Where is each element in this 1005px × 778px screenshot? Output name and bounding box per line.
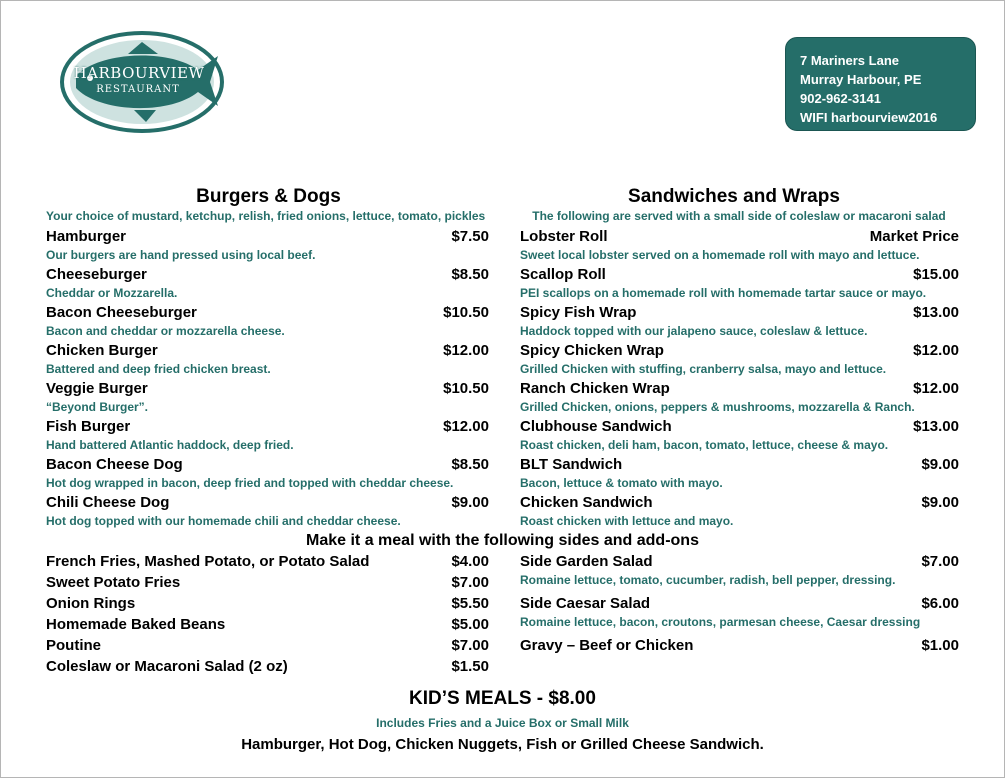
item-price: $9.00 (921, 456, 959, 473)
menu-item (46, 418, 489, 456)
item-description: Haddock topped with our jalapeno sauce, coleslaw & lettuce. (520, 324, 868, 338)
menu-item (520, 304, 959, 342)
item-price: $9.00 (921, 494, 959, 511)
item-description: Bacon and cheddar or mozzarella cheese. (46, 324, 285, 338)
menu-item (520, 494, 959, 532)
menu-item (520, 342, 959, 380)
item-name: Side Garden Salad (520, 553, 653, 570)
item-description: PEI scallops on a homemade roll with homemade tartar sauce or mayo. (520, 286, 927, 300)
item-name: Spicy Chicken Wrap (520, 342, 664, 359)
burgers-subtitle: Your choice of mustard, ketchup, relish, fried onions, lettuce, tomato, pickles (46, 209, 486, 223)
item-price: $7.00 (451, 574, 489, 591)
kids-meals-items: Hamburger, Hot Dog, Chicken Nuggets, Fish or Grilled Cheese Sandwich. (241, 736, 764, 753)
item-name: Homemade Baked Beans (46, 616, 226, 633)
item-description: Hot dog topped with our homemade chili and cheddar cheese. (46, 514, 401, 528)
item-price: $13.00 (913, 304, 959, 321)
item-name: Side Caesar Salad (520, 595, 651, 612)
item-name: French Fries, Mashed Potato, or Potato Salad (46, 553, 370, 570)
menu-item (520, 228, 959, 266)
item-price: $12.00 (443, 418, 489, 435)
menu-item (46, 494, 489, 532)
menu-item (520, 266, 959, 304)
item-description: Cheddar or Mozzarella. (46, 286, 178, 300)
menu-item (46, 595, 489, 616)
item-price: $13.00 (913, 418, 959, 435)
logo-text-line1: HARBOURVIEW (73, 64, 205, 82)
item-price: $5.00 (451, 616, 489, 633)
item-price: $1.00 (921, 637, 959, 654)
item-price: $7.00 (451, 637, 489, 654)
kids-meals-title: KID’S MEALS - $8.00 (409, 688, 596, 709)
item-name: Bacon Cheeseburger (46, 304, 197, 321)
item-name: Lobster Roll (520, 228, 608, 245)
item-description: “Beyond Burger”. (46, 400, 149, 414)
burgers-list (46, 228, 489, 532)
address-city: Murray Harbour, PE (800, 72, 922, 87)
item-name: Cheeseburger (46, 266, 147, 283)
item-description: Roast chicken, deli ham, bacon, tomato, lettuce, cheese & mayo. (520, 438, 889, 452)
item-name: Clubhouse Sandwich (520, 418, 672, 435)
menu-item (520, 418, 959, 456)
menu-item (520, 637, 959, 679)
item-price: $10.50 (443, 380, 489, 397)
menu-item (46, 553, 489, 574)
item-description: Hot dog wrapped in bacon, deep fried and topped with cheddar cheese. (46, 476, 454, 490)
item-name: Gravy – Beef or Chicken (520, 637, 694, 654)
menu-item (520, 380, 959, 418)
item-name: Bacon Cheese Dog (46, 456, 183, 473)
menu-item (520, 553, 959, 595)
item-description: Bacon, lettuce & tomato with mayo. (520, 476, 723, 490)
meal-sides-title: Make it a meal with the following sides and add-ons (306, 532, 699, 549)
item-name: Spicy Fish Wrap (520, 304, 637, 321)
sides-list-right (520, 553, 959, 679)
item-price: $6.00 (921, 595, 959, 612)
sandwiches-title: Sandwiches and Wraps (628, 186, 840, 207)
item-name: Veggie Burger (46, 380, 148, 397)
item-name: Sweet Potato Fries (46, 574, 181, 591)
item-name: Fish Burger (46, 418, 131, 435)
item-description: Our burgers are hand pressed using local beef. (46, 248, 316, 262)
item-price: $8.50 (451, 266, 489, 283)
item-description: Battered and deep fried chicken breast. (46, 362, 271, 376)
sandwiches-list (520, 228, 959, 532)
phone-number: 902-962-3141 (800, 91, 881, 106)
menu-item (46, 658, 489, 679)
item-description: Sweet local lobster served on a homemade roll with mayo and lettuce. (520, 248, 920, 262)
item-description: Grilled Chicken, onions, peppers & mushrooms, mozzarella & Ranch. (520, 400, 915, 414)
contact-info-box (785, 37, 976, 131)
item-price: $5.50 (451, 595, 489, 612)
item-price: Market Price (869, 228, 959, 245)
item-name: Onion Rings (46, 595, 136, 612)
item-description: Romaine lettuce, tomato, cucumber, radish, bell pepper, dressing. (520, 573, 896, 587)
item-name: BLT Sandwich (520, 456, 623, 473)
sandwiches-subtitle: The following are served with a small side of coleslaw or macaroni salad (532, 209, 946, 223)
item-name: Poutine (46, 637, 101, 654)
menu-item (46, 342, 489, 380)
item-description: Romaine lettuce, bacon, croutons, parmesan cheese, Caesar dressing (520, 615, 921, 629)
item-price: $9.00 (451, 494, 489, 511)
item-price: $4.00 (451, 553, 489, 570)
item-price: $12.00 (443, 342, 489, 359)
item-price: $7.50 (451, 228, 489, 245)
menu-item (46, 574, 489, 595)
item-name: Chicken Burger (46, 342, 158, 359)
item-price: $12.00 (913, 380, 959, 397)
item-name: Ranch Chicken Wrap (520, 380, 670, 397)
logo-text-line2: RESTAURANT (96, 84, 180, 95)
menu-item (46, 304, 489, 342)
burgers-title: Burgers & Dogs (196, 186, 341, 207)
item-price: $8.50 (451, 456, 489, 473)
kids-meals-subtitle: Includes Fries and a Juice Box or Small Milk (376, 716, 629, 730)
item-description: Hand battered Atlantic haddock, deep fried. (46, 438, 294, 452)
item-name: Chicken Sandwich (520, 494, 653, 511)
item-description: Grilled Chicken with stuffing, cranberry salsa, mayo and lettuce. (520, 362, 887, 376)
address-street: 7 Mariners Lane (800, 53, 899, 68)
menu-item (520, 456, 959, 494)
item-name: Chili Cheese Dog (46, 494, 170, 511)
item-description: Roast chicken with lettuce and mayo. (520, 514, 734, 528)
menu-item (46, 380, 489, 418)
item-name: Scallop Roll (520, 266, 606, 283)
item-name: Hamburger (46, 228, 127, 245)
menu-item (46, 456, 489, 494)
menu-item (46, 228, 489, 266)
restaurant-logo (58, 30, 226, 134)
fish-icon (58, 30, 226, 134)
menu-item (46, 266, 489, 304)
item-price: $10.50 (443, 304, 489, 321)
item-name: Coleslaw or Macaroni Salad (2 oz) (46, 658, 288, 675)
sides-list-left (46, 553, 489, 679)
item-price: $7.00 (921, 553, 959, 570)
menu-item (46, 616, 489, 637)
item-price: $1.50 (451, 658, 489, 675)
wifi-info: WIFI harbourview2016 (800, 110, 938, 125)
item-price: $15.00 (913, 266, 959, 283)
item-price: $12.00 (913, 342, 959, 359)
menu-item (46, 637, 489, 658)
menu-item (520, 595, 959, 637)
